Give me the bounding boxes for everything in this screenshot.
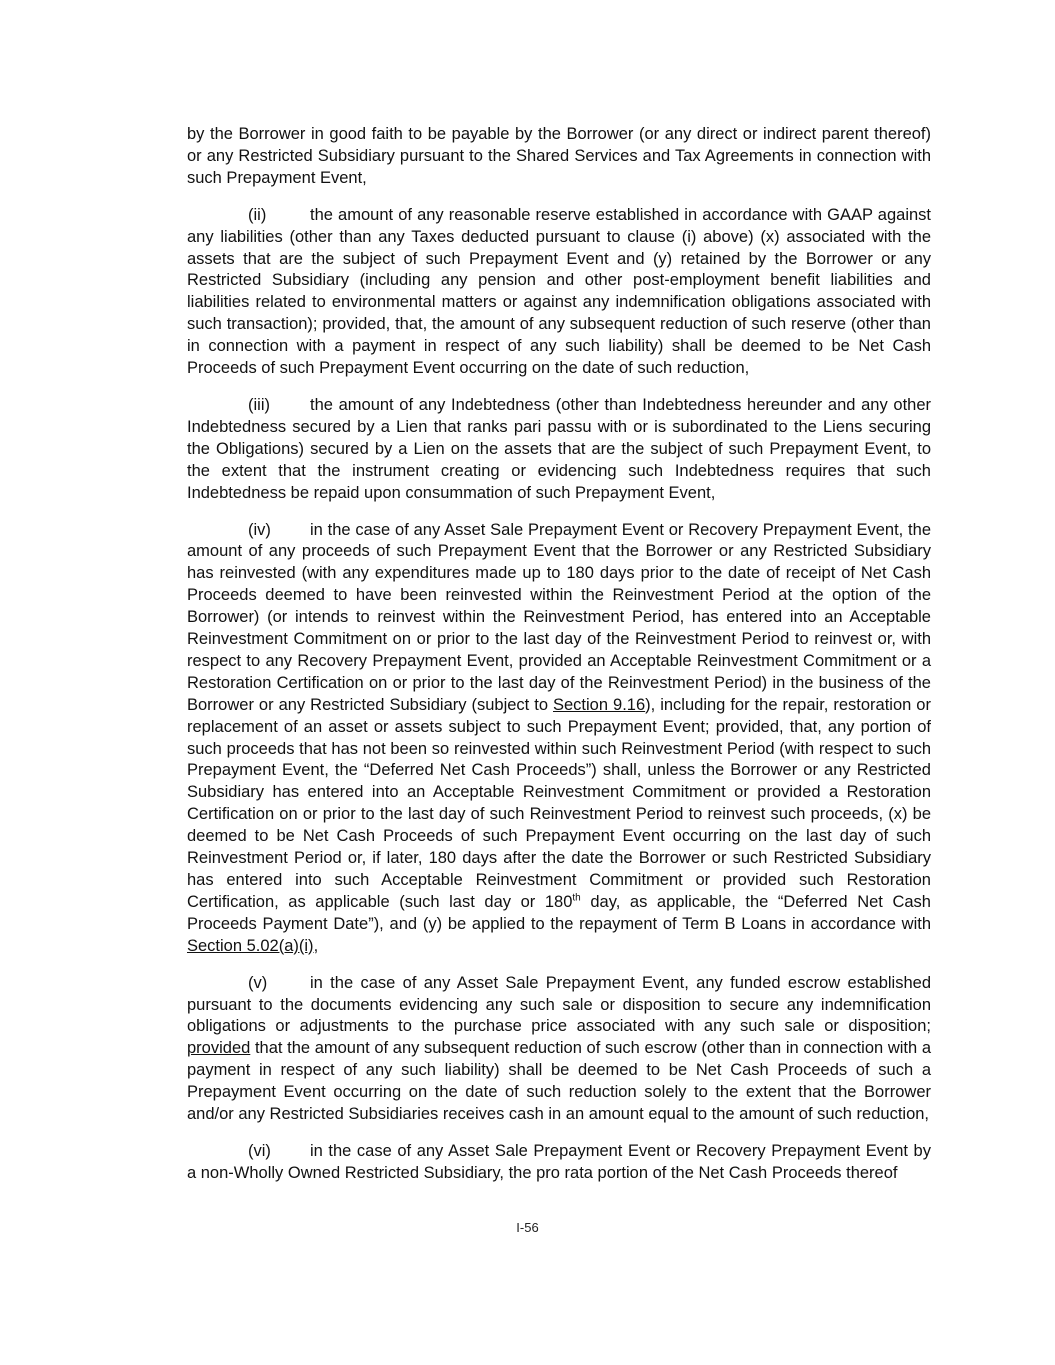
page-number: I-56 [516, 1220, 539, 1235]
document-body [187, 124, 931, 1200]
clause-text: the amount of any Indebtedness (other than Indebtedness hereunder and any other Indebtedness secured by a Lien that ranks pari passu with or is subordinated to the Liens securing the Obligations) secured by a Lien on the assets that are the subject of such Prepayment Event, to the extent that the instrument creating or evidencing such Indebtedness requires that such Indebtedness be repaid upon consummation of such Prepayment Event, [187, 395, 931, 502]
clause-number: (ii) [248, 205, 267, 224]
clause-text: , [313, 936, 319, 955]
clause-v [187, 973, 931, 1126]
clause-iii [187, 395, 931, 505]
clause-number: (vi) [248, 1141, 271, 1160]
paragraph-continuation [187, 124, 931, 190]
clause-vi [187, 1141, 931, 1185]
paragraph-text: by the Borrower in good faith to be payable by the Borrower (or any direct or indirect parent thereof) or any Restricted Subsidiary pursuant to the Shared Services and Tax Agreements in connection with such Prepayment Event, [187, 125, 931, 187]
clause-text: that the amount of any subsequent reduction of such escrow (other than in connection with a payment in respect of any such liability) shall be deemed to be Net Cash Proceeds of such a Prepayment Event occurring on the date of such reduction solely to the extent that the Borrower and/or any Restricted Subsidiaries receives cash in an amount equal to the amount of such reduction, [187, 1039, 931, 1124]
clause-iv [187, 520, 931, 958]
clause-ii [187, 205, 931, 380]
clause-text: in the case of any Asset Sale Prepayment Event, any funded escrow established pursuant to the documents evidencing any such sale or disposition to secure any indemnification obligations or adjustments to the purchase price associated with any such sale or disposition; [187, 973, 931, 1036]
clause-text: in the case of any Asset Sale Prepayment Event or Recovery Prepayment Event by a non-Wholly Owned Restricted Subsidiary, the pro rata portion of the Net Cash Proceeds thereof [187, 1141, 931, 1182]
clause-text: day, as applicable, the “Deferred Net Cash Proceeds Payment Date”), and (y) be applied to the repayment of Term B Loans in accordance with [187, 892, 931, 933]
provided-term: provided [187, 1039, 251, 1058]
section-reference-9-16: Section 9.16 [553, 695, 646, 714]
section-reference-5-02: Section 5.02(a)(i) [187, 936, 314, 955]
clause-number: (v) [248, 973, 268, 992]
clause-text: in the case of any Asset Sale Prepayment Event or Recovery Prepayment Event, the amount of any proceeds of such Prepayment Event that the Borrower or any Restricted Subsidiary has reinvested (with any expenditures made up to 180 days prior to the date of receipt of Net Cash Proceeds deemed to have been reinvested within the Reinvestment Period at the option of the Borrower) (or intends to reinvest within the Reinvestment Period, has entered into an Acceptable Reinvestment Commitment on or prior to the last day of the Reinvestment Period to reinvest or, with respect to any Recovery Prepayment Event, provided an Acceptable Reinvestment Commitment or a Restoration Certification on or prior to the last day of the Reinvestment Period) in the business of the Borrower or any Restricted Subsidiary (subject to [187, 520, 931, 714]
ordinal-superscript: th [572, 892, 581, 904]
clause-text: the amount of any reasonable reserve established in accordance with GAAP against any liabilities (other than any Taxes deducted pursuant to clause (i) above) (x) associated with the assets that are the subject of such Prepayment Event and (y) retained by the Borrower or any Restricted Subsidiary (including any pension and other post-employment benefit liabilities and liabilities related to environmental matters or against any indemnification obligations associated with such transaction); provided, that, the amount of any subsequent reduction of such reserve (other than in connection with a payment in respect of any such liability) shall be deemed to be Net Cash Proceeds of such Prepayment Event occurring on the date of such reduction, [187, 205, 931, 378]
clause-number: (iv) [248, 520, 271, 539]
clause-text: ), including for the repair, restoration or replacement of an asset or assets subject to such Prepayment Event; provided, that, any portion of such proceeds that has not been so reinvested within such Reinvestment Period (with respect to such Prepayment Event, the “Deferred Net Cash Proceeds”) shall, unless the Borrower or any Restricted Subsidiary has entered into an Acceptable Reinvestment Commitment or provided a Restoration Certification on or prior to the last day of such Reinvestment Period to reinvest such proceeds, (x) be deemed to be Net Cash Proceeds of such Prepayment Event occurring on the last day of such Reinvestment Period or, if later, 180 days after the date the Borrower or such Restricted Subsidiary has entered into such Acceptable Reinvestment Commitment or provided such Restoration Certification, as applicable (such last day or 180 [187, 695, 931, 911]
clause-number: (iii) [248, 395, 270, 414]
